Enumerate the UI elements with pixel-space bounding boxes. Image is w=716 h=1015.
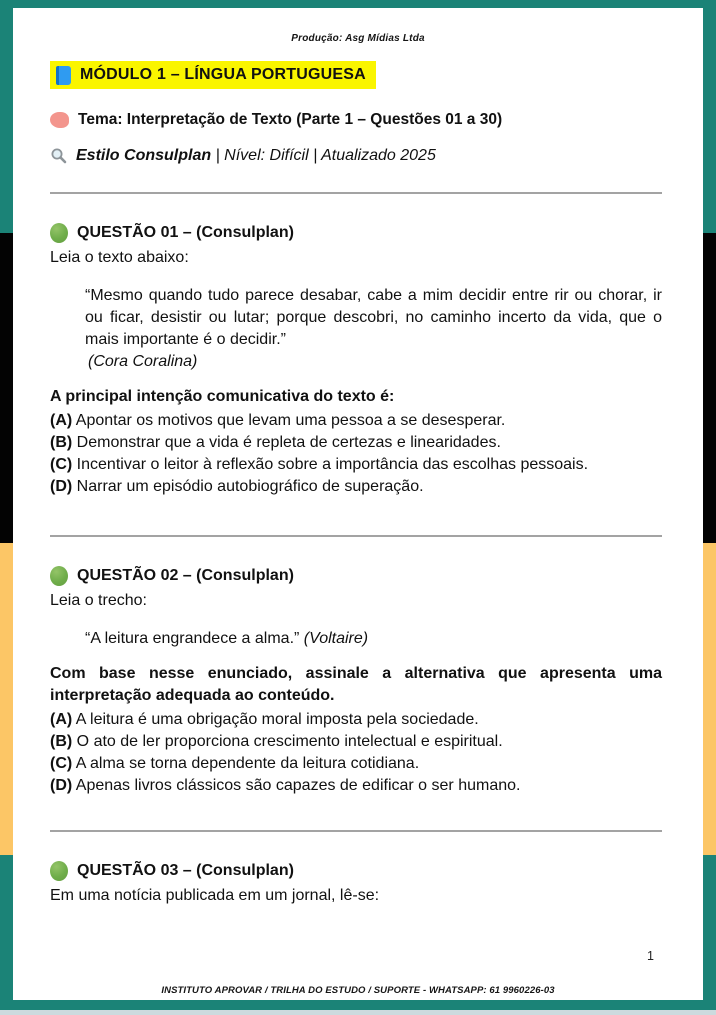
question-01-heading: QUESTÃO 01 – (Consulplan) (77, 223, 294, 241)
theme-row (50, 109, 662, 131)
left-band-teal-bottom (0, 855, 13, 1015)
option-text: A leitura é uma obrigação moral imposta pela sociedade. (75, 710, 479, 728)
option-label: (D) (50, 477, 73, 495)
option-text: Demonstrar que a vida é repleta de certezas e linearidades. (76, 433, 501, 451)
option-row (50, 709, 662, 731)
option-text: Narrar um episódio autobiográfico de superação. (76, 477, 424, 495)
bottom-border (0, 1000, 716, 1010)
option-text: Apontar os motivos que levam uma pessoa a se desesperar. (75, 411, 506, 429)
left-band-black (0, 233, 13, 543)
left-band-yellow (0, 543, 13, 855)
option-label: (D) (50, 776, 73, 794)
option-row (50, 753, 662, 775)
green-circle-icon (50, 223, 68, 243)
question-02-quote (85, 628, 662, 650)
module-title-highlight (50, 61, 376, 89)
page-number: 1 (647, 949, 654, 963)
blue-book-icon (56, 66, 71, 85)
right-band-teal-bottom (703, 855, 716, 1015)
question-02-heading-row (50, 564, 662, 588)
production-credit: Produção: Asg Mídias Ltda (291, 33, 425, 44)
question-01-options (50, 410, 662, 498)
option-row (50, 775, 662, 797)
question-01-lead: Leia o texto abaixo: (50, 248, 189, 266)
question-03-heading: QUESTÃO 03 – (Consulplan) (77, 861, 294, 879)
option-text: Incentivar o leitor à reflexão sobre a importância das escolhas pessoais. (76, 455, 589, 473)
section-divider (50, 192, 662, 194)
option-label: (C) (50, 455, 73, 473)
option-text: A alma se torna dependente da leitura cotidiana. (75, 754, 420, 772)
question-02-section (50, 564, 662, 797)
question-02-stem: Com base nesse enunciado, assinale a alternativa que apresenta uma interpretação adequada ao conteúdo. (50, 664, 662, 704)
section-divider (50, 830, 662, 832)
question-03-heading-row (50, 859, 662, 883)
question-02-attribution: (Voltaire) (303, 629, 369, 647)
right-band-black (703, 233, 716, 543)
footer-credit: INSTITUTO APROVAR / TRILHA DO ESTUDO / SUPORTE - WHATSAPP: 61 9960226-03 (161, 985, 555, 996)
style-row (50, 145, 662, 167)
question-01-quote: “Mesmo quando tudo parece desabar, cabe a mim decidir entre rir ou chorar, ir ou ficar, desistir ou lutar; porque descobri, no caminho incerto da vida, que o mais importante é o decidir.” (85, 286, 662, 348)
question-01-heading-row (50, 221, 662, 245)
bottom-edge-strip (0, 1010, 716, 1015)
module-title-row (50, 61, 662, 92)
page-sheet (13, 8, 703, 1000)
question-02-heading: QUESTÃO 02 – (Consulplan) (77, 566, 294, 584)
question-02-lead: Leia o trecho: (50, 591, 147, 609)
style-line-rest: | Nível: Difícil | Atualizado 2025 (211, 146, 436, 164)
option-text: Apenas livros clássicos são capazes de edificar o ser humano. (75, 776, 521, 794)
style-line (76, 145, 436, 167)
option-label: (C) (50, 754, 73, 772)
question-03-lead: Em uma notícia publicada em um jornal, lê-se: (50, 886, 380, 904)
right-band-teal-top (703, 0, 716, 233)
right-side-band (703, 0, 716, 1015)
option-label: (A) (50, 710, 73, 728)
brain-icon (50, 112, 69, 128)
option-text: O ato de ler proporciona crescimento intelectual e espiritual. (76, 732, 503, 750)
question-02-options (50, 709, 662, 797)
option-row (50, 454, 662, 476)
page-content (13, 61, 703, 907)
green-circle-icon (50, 566, 68, 586)
green-circle-icon (50, 861, 68, 881)
option-row (50, 410, 662, 432)
magnifier-icon (50, 147, 67, 164)
theme-line: Tema: Interpretação de Texto (Parte 1 – Questões 01 a 30) (78, 110, 503, 128)
top-border (0, 0, 716, 8)
quote-text: “A leitura engrandece a alma.” (85, 629, 300, 647)
left-band-teal-top (0, 0, 13, 233)
question-01-attribution: (Cora Coralina) (88, 352, 198, 370)
right-band-yellow (703, 543, 716, 855)
left-side-band (0, 0, 13, 1015)
question-03-section (50, 859, 662, 907)
style-line-bold: Estilo Consulplan (76, 146, 212, 164)
question-01-section (50, 221, 662, 498)
option-label: (A) (50, 411, 73, 429)
question-01-stem: A principal intenção comunicativa do texto é: (50, 387, 395, 405)
option-row (50, 731, 662, 753)
module-title: MÓDULO 1 – LÍNGUA PORTUGUESA (80, 66, 366, 83)
option-row (50, 476, 662, 498)
option-row (50, 432, 662, 454)
option-label: (B) (50, 433, 73, 451)
section-divider (50, 535, 662, 537)
option-label: (B) (50, 732, 73, 750)
